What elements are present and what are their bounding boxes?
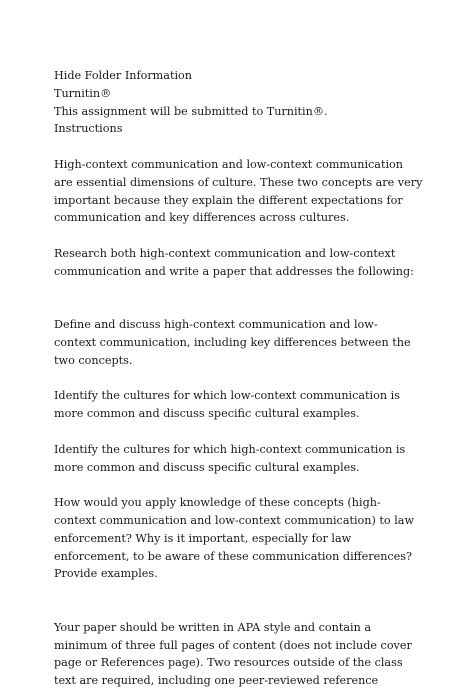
spacer xyxy=(54,583,414,619)
document-page xyxy=(54,67,423,690)
spacer xyxy=(54,423,414,441)
intro-paragraph xyxy=(54,156,423,227)
text-line: Research both high-context communication and low-context xyxy=(54,246,396,260)
text-line: enforcement? Why is it important, especially for law xyxy=(54,531,352,545)
text-line: communication and key differences across cultures. xyxy=(54,211,350,225)
text-line: context communication and low-context communication) to law xyxy=(54,513,415,527)
hide-folder-information-link[interactable]: Hide Folder Information xyxy=(54,69,192,82)
submission-note: This assignment will be submitted to Turnitin®. xyxy=(54,104,328,118)
text-line: more common and discuss specific cultural examples. xyxy=(54,460,360,474)
prompt-item-law-enforcement xyxy=(54,494,414,583)
text-line: text are required, including one peer-reviewed reference xyxy=(54,674,379,688)
text-line: enforcement, to be aware of these communication differences? xyxy=(54,549,413,563)
text-line: How would you apply knowledge of these concepts (high- xyxy=(54,496,381,510)
text-line: High-context communication and low-context communication xyxy=(54,157,403,171)
prompt-item-high-context xyxy=(54,441,414,477)
spacer xyxy=(54,281,414,317)
text-line: Your paper should be written in APA style and contain a xyxy=(54,620,372,634)
header-block xyxy=(54,67,414,138)
research-paragraph xyxy=(54,245,414,281)
spacer xyxy=(54,370,414,388)
text-line: Define and discuss high-context communication and low- xyxy=(54,318,378,332)
text-line: are essential dimensions of culture. These two concepts are very xyxy=(54,175,423,189)
text-line: minimum of three full pages of content (does not include cover xyxy=(54,638,412,652)
text-line: important because they explain the different expectations for xyxy=(54,193,403,207)
text-line: context communication, including key differences between the xyxy=(54,335,411,349)
requirements-paragraph xyxy=(54,619,414,690)
text-line: Identify the cultures for which high-context communication is xyxy=(54,442,406,456)
text-line: communication and write a paper that addresses the following: xyxy=(54,264,414,278)
spacer xyxy=(54,476,414,494)
spacer xyxy=(54,227,414,245)
text-line: Provide examples. xyxy=(54,567,158,581)
text-line: more common and discuss specific cultural examples. xyxy=(54,407,360,421)
text-line: two concepts. xyxy=(54,353,133,367)
prompt-item-define xyxy=(54,316,414,369)
spacer xyxy=(54,138,414,156)
text-line: page or References page). Two resources outside of the class xyxy=(54,656,403,670)
prompt-item-low-context xyxy=(54,387,414,423)
service-name: Turnitin® xyxy=(54,86,112,100)
instructions-heading: Instructions xyxy=(54,122,123,136)
text-line: Identify the cultures for which low-context communication is xyxy=(54,389,400,403)
